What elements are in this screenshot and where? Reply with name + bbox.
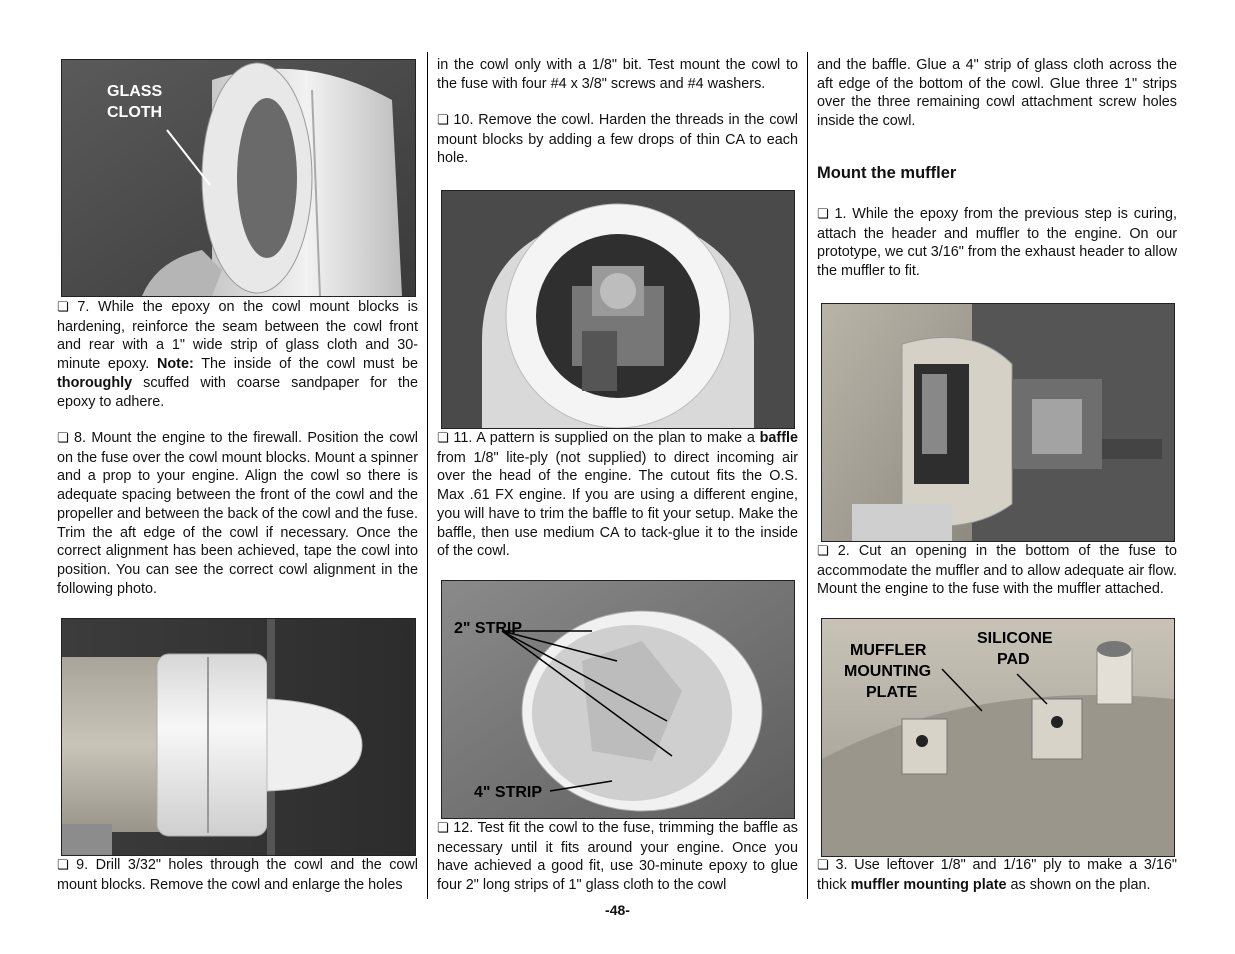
step-9: ❏ 9. Drill 3/32" holes through the cowl and the cowl mount blocks. Remove the cowl and enlarge the holes bbox=[57, 857, 418, 893]
muffler-step-1: ❏ 1. While the epoxy from the previous step is curing, attach the header and muffler to the engine. On our prototype, we cut 3/16" from the exhaust header to allow the muffler to fit. bbox=[817, 206, 1177, 280]
step-7: ❏ 7. While the epoxy on the cowl mount blocks is hardening, reinforce the seam between the cowl front and rear with a 1" wide strip of glass cloth and 30-minute epoxy. Note: The inside of the cowl must be thoroughly scuffed with coarse sandpaper for the epoxy to adhere. bbox=[57, 299, 418, 410]
checkbox-icon[interactable]: ❏ bbox=[817, 858, 829, 873]
page-number: -48- bbox=[605, 902, 630, 918]
photo-glass-strips bbox=[441, 580, 795, 819]
checkbox-icon[interactable]: ❏ bbox=[437, 113, 449, 128]
photo3-label-2in-strip: 2" STRIP bbox=[454, 620, 523, 637]
photo3-label-4in-strip: 4" STRIP bbox=[474, 784, 543, 801]
step-8: ❏ 8. Mount the engine to the firewall. Position the cowl on the fuse over the cowl mount blocks. Mount a spinner and a prop to your engine. Align the cowl so there is adequate spacing between the front of the cowl and the propeller and between the back of the cowl and the fuse. Trim the aft edge of the cowl if necessary. Once the correct alignment has been achieved, tape the cowl into position. You can see the correct cowl alignment in the following photo. bbox=[57, 430, 418, 597]
step-11: ❏ 11. A pattern is supplied on the plan to make a baffle from 1/8" lite-ply (not supplied) to direct incoming air over the head of the engine. The cutout fits the O.S. Max .61 FX engine. If you are using a different engine, you will have to trim the baffle to fit your setup. Make the baffle, then use medium CA to tack-glue it to the inside of the cowl. bbox=[437, 430, 798, 560]
checkbox-icon[interactable]: ❏ bbox=[57, 431, 69, 446]
checkbox-icon[interactable]: ❏ bbox=[57, 858, 69, 873]
photo-muffler-engine bbox=[821, 303, 1175, 542]
photo-muffler-mounting-plate bbox=[821, 618, 1175, 857]
checkbox-icon[interactable]: ❏ bbox=[817, 544, 829, 559]
photo5-label-muffler: MUFFLER bbox=[850, 642, 927, 659]
muffler-step-2: ❏ 2. Cut an opening in the bottom of the fuse to accommodate the muffler and to allow adequate air flow. Mount the engine to the fuse with the muffler attached. bbox=[817, 543, 1177, 598]
checkbox-icon[interactable]: ❏ bbox=[57, 300, 69, 315]
photo5-label-plate: PLATE bbox=[866, 684, 918, 701]
muffler-step-3: ❏ 3. Use leftover 1/8" and 1/16" ply to make a 3/16" thick muffler mounting plate as shown on the plan. bbox=[817, 857, 1177, 893]
photo-glass-cloth-cowl bbox=[61, 59, 416, 297]
section-heading-mount-muffler: Mount the muffler bbox=[817, 164, 957, 182]
column-divider-right bbox=[807, 52, 808, 899]
photo-engine-through-cowl bbox=[441, 190, 795, 429]
photo-cowl-alignment bbox=[61, 618, 416, 856]
photo5-label-silicone: SILICONE bbox=[977, 630, 1053, 647]
photo1-label-line1: GLASS bbox=[107, 83, 163, 100]
checkbox-icon[interactable]: ❏ bbox=[817, 207, 829, 222]
step-9-continued: in the cowl only with a 1/8" bit. Test mount the cowl to the fuse with four #4 x 3/8" screws and #4 washers. bbox=[437, 57, 798, 92]
photo5-label-pad: PAD bbox=[997, 651, 1030, 668]
step-12: ❏ 12. Test fit the cowl to the fuse, trimming the baffle as necessary until it fits around your engine. Once you have achieved a good fit, use 30-minute epoxy to glue four 2" long strips of 1" glass cloth to the cowl bbox=[437, 820, 798, 894]
photo5-label-mounting: MOUNTING bbox=[844, 663, 932, 680]
checkbox-icon[interactable]: ❏ bbox=[437, 431, 449, 446]
column-divider-left bbox=[427, 52, 428, 899]
checkbox-icon[interactable]: ❏ bbox=[437, 821, 449, 836]
step-10: ❏ 10. Remove the cowl. Harden the threads in the cowl mount blocks by adding a few drops of thin CA to each hole. bbox=[437, 112, 798, 167]
step-12-continued: and the baffle. Glue a 4" strip of glass cloth across the aft edge of the bottom of the cowl. Glue three 1" strips over the three remaining cowl attachment screw holes inside the cowl. bbox=[817, 57, 1177, 130]
photo1-label-line2: CLOTH bbox=[107, 104, 163, 121]
